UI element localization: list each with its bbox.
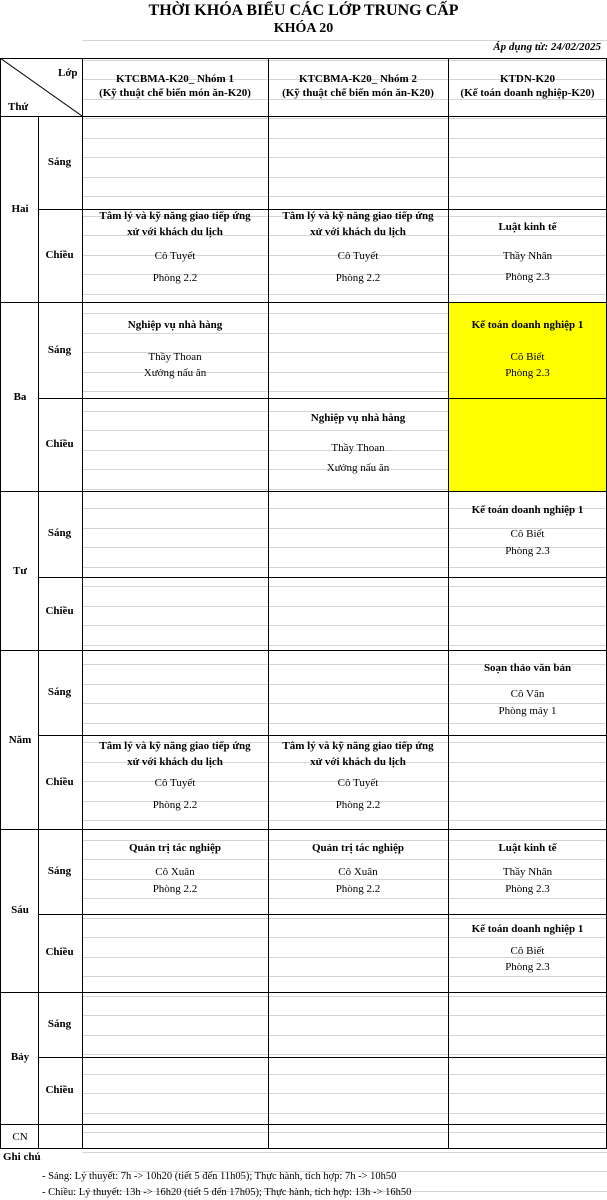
header-day-label: Thứ	[8, 101, 29, 113]
grid-row-line	[82, 157, 607, 158]
session-nam-chieu: Chiều	[45, 776, 74, 788]
grid-row-line	[82, 820, 607, 821]
session-tu-sang: Sáng	[47, 527, 72, 539]
entry-nam-chieu-c2-teacher: Cô Tuyết	[337, 777, 379, 789]
entry-sau-sang-c1-room: Phòng 2.2	[152, 883, 198, 895]
day-separator	[0, 992, 607, 993]
grid-row-line	[82, 625, 607, 626]
session-separator	[38, 1057, 607, 1058]
grid-row-line	[82, 898, 607, 899]
session-hai-sang: Sáng	[47, 156, 72, 168]
header-bottom	[0, 116, 607, 117]
note-morning: - Sáng: Lý thuyết: 7h -> 10h20 (tiết 5 đến 11h05); Thực hành, tích hợp: 7h -> 10h50	[42, 1171, 397, 1182]
entry-ba-chieu-c2-room: Xưởng nấu ăn	[326, 462, 390, 474]
entry-nam-chieu-c1-room: Phòng 2.2	[152, 799, 198, 811]
class-2-name: (Kỹ thuật chế biến món ăn-K20)	[282, 87, 434, 99]
grid-row-line	[82, 1093, 607, 1094]
page-subtitle: KHÓA 20	[273, 21, 334, 36]
border-left	[0, 58, 1, 1149]
session-separator	[38, 735, 607, 736]
grid-row-line	[82, 1035, 607, 1036]
border-bottom	[0, 1148, 607, 1149]
grid-row-line	[82, 567, 607, 568]
entry-ba-sang-c3-subject: Kế toán doanh nghiệp 1	[471, 319, 584, 331]
subject-line-1: Tâm lý và kỹ năng giao tiếp ứng	[99, 740, 251, 752]
subject-line-1: Tâm lý và kỹ năng giao tiếp ứng	[282, 740, 434, 752]
entry-tu-sang-c3-subject: Kế toán doanh nghiệp 1	[471, 504, 584, 516]
grid-row-line	[82, 996, 607, 997]
entry-hai-chieu-c2-room: Phòng 2.2	[335, 272, 381, 284]
entry-hai-chieu-c3-room: Phòng 2.3	[505, 271, 550, 283]
entry-sau-sang-c3-room: Phòng 2.3	[505, 883, 550, 895]
entry-ba-sang-c1-room: Xưởng nấu ăn	[143, 367, 207, 379]
subject-line-1: Tâm lý và kỹ năng giao tiếp ứng	[99, 210, 251, 222]
grid-row-line	[82, 684, 607, 685]
entry-hai-chieu-c2-teacher: Cô Tuyết	[337, 250, 379, 262]
grid-row-line	[82, 586, 607, 587]
entry-nam-sang-c3-teacher: Cô Vân	[510, 688, 545, 700]
entry-ba-chieu-c2-subject: Nghiệp vụ nhà hàng	[310, 412, 406, 424]
header-class-3	[448, 72, 607, 100]
grid-row-line	[82, 645, 607, 646]
day-bay: Bảy	[10, 1051, 30, 1063]
entry-tu-sang-c3-room: Phòng 2.3	[505, 545, 550, 557]
day-separator	[0, 302, 607, 303]
day-nam: Năm	[8, 734, 32, 746]
grid-row-line	[82, 723, 607, 724]
grid-row-line	[82, 1074, 607, 1075]
day-ba: Ba	[13, 391, 27, 403]
grid-row-line	[82, 1132, 607, 1133]
session-sau-chieu: Chiều	[45, 946, 74, 958]
session-separator	[38, 577, 607, 578]
entry-hai-chieu-c3-teacher: Thầy Nhân	[502, 250, 553, 262]
grid-row-line	[82, 60, 607, 61]
session-bay-chieu: Chiều	[45, 1084, 74, 1096]
grid-row-line	[82, 606, 607, 607]
entry-sau-chieu-c3-subject: Kế toán doanh nghiệp 1	[471, 923, 584, 935]
grid-row-line	[82, 859, 607, 860]
grid-row-line	[82, 1152, 607, 1153]
grid-row-line	[82, 1054, 607, 1055]
header-class-label: Lớp	[58, 67, 78, 79]
grid-row-line	[82, 294, 607, 295]
grid-row-line	[82, 177, 607, 178]
entry-sau-sang-c1-teacher: Cô Xuân	[155, 866, 195, 878]
day-tu: Tư	[13, 565, 27, 577]
entry-ba-sang-c3-teacher: Cô Biết	[510, 351, 545, 363]
notes-label: Ghi chú	[3, 1151, 41, 1163]
grid-row-line	[82, 918, 607, 919]
entry-nam-sang-c3-room: Phòng máy 1	[498, 705, 557, 717]
applied-date: Áp dụng từ: 24/02/2025	[493, 41, 601, 53]
subject-line-2: xử với khách du lịch	[127, 226, 223, 238]
class-1-name: (Kỹ thuật chế biến món ăn-K20)	[99, 87, 251, 99]
session-tu-chieu: Chiều	[45, 605, 74, 617]
entry-sau-sang-c1-subject: Quản trị tác nghiệp	[129, 842, 221, 854]
session-ba-chieu: Chiều	[45, 438, 74, 450]
grid-row-line	[82, 937, 607, 938]
day-separator	[0, 1124, 607, 1125]
grid-row-line	[82, 118, 607, 119]
entry-hai-chieu-c1-room: Phòng 2.2	[152, 272, 198, 284]
day-separator	[0, 491, 607, 492]
entry-hai-chieu-c2-subject	[268, 208, 448, 240]
entry-nam-chieu-c1-subject	[82, 738, 268, 770]
entry-ba-sang-c1-teacher: Thầy Thoan	[148, 351, 202, 363]
class-3-code: KTDN-K20	[500, 73, 555, 85]
session-separator	[38, 398, 607, 399]
entry-sau-sang-c3-teacher: Thầy Nhân	[502, 866, 553, 878]
grid-row-line	[82, 196, 607, 197]
entry-sau-sang-c3-subject: Luật kinh tế	[498, 842, 557, 854]
entry-sau-sang-c2-teacher: Cô Xuân	[338, 866, 378, 878]
day-hai: Hai	[11, 203, 29, 215]
entry-nam-chieu-c2-room: Phòng 2.2	[335, 799, 381, 811]
day-cn: CN	[12, 1131, 28, 1143]
grid-row-line	[82, 976, 607, 977]
grid-row-line	[82, 1113, 607, 1114]
entry-hai-chieu-c3-subject: Luật kinh tế	[498, 221, 557, 233]
header-class-1	[82, 72, 268, 100]
subject-line-2: xử với khách du lịch	[127, 756, 223, 768]
class-1-code: KTCBMA-K20_ Nhóm 1	[116, 73, 234, 85]
entry-ba-chieu-c2-teacher: Thầy Thoan	[331, 442, 385, 454]
day-separator	[0, 650, 607, 651]
subject-line-2: xử với khách du lịch	[310, 756, 406, 768]
note-afternoon: - Chiều: Lý thuyết: 13h -> 16h20 (tiết 5 đến 17h05); Thực hành, tích hợp: 13h -> 16h50	[42, 1187, 412, 1198]
entry-sau-chieu-c3-room: Phòng 2.3	[505, 961, 550, 973]
day-sau: Sáu	[11, 904, 29, 916]
session-hai-chieu: Chiều	[45, 249, 74, 261]
entry-sau-chieu-c3-teacher: Cô Biết	[510, 945, 545, 957]
grid-row-line	[82, 1015, 607, 1016]
subject-line-1: Tâm lý và kỹ năng giao tiếp ứng	[282, 210, 434, 222]
grid-row-line	[82, 138, 607, 139]
entry-nam-sang-c3-subject: Soạn thảo văn bản	[483, 662, 572, 674]
entry-hai-chieu-c1-teacher: Cô Tuyết	[154, 250, 196, 262]
entry-hai-chieu-c1-subject	[82, 208, 268, 240]
session-ba-sang: Sáng	[47, 344, 72, 356]
entry-ba-sang-c3-room: Phòng 2.3	[505, 367, 550, 379]
entry-tu-sang-c3-teacher: Cô Biết	[510, 528, 545, 540]
entry-nam-chieu-c1-teacher: Cô Tuyết	[154, 777, 196, 789]
session-nam-sang: Sáng	[47, 686, 72, 698]
class-3-name: (Kế toán doanh nghiệp-K20)	[460, 87, 595, 99]
entry-sau-sang-c2-subject: Quản trị tác nghiệp	[312, 842, 404, 854]
day-separator	[0, 829, 607, 830]
grid-row-line	[82, 879, 607, 880]
header-class-2	[268, 72, 448, 100]
entry-ba-sang-c1-subject: Nghiệp vụ nhà hàng	[127, 319, 223, 331]
entry-sau-sang-c2-room: Phòng 2.2	[335, 883, 381, 895]
border-top	[0, 58, 607, 59]
session-sau-sang: Sáng	[47, 865, 72, 877]
entry-nam-chieu-c2-subject	[268, 738, 448, 770]
session-bay-sang: Sáng	[47, 1018, 72, 1030]
subject-line-2: xử với khách du lịch	[310, 226, 406, 238]
class-2-code: KTCBMA-K20_ Nhóm 2	[299, 73, 417, 85]
col-day-session	[38, 116, 39, 1148]
page-title: THỜI KHÓA BIỂU CÁC LỚP TRUNG CẤP	[148, 2, 459, 19]
session-separator	[38, 914, 607, 915]
